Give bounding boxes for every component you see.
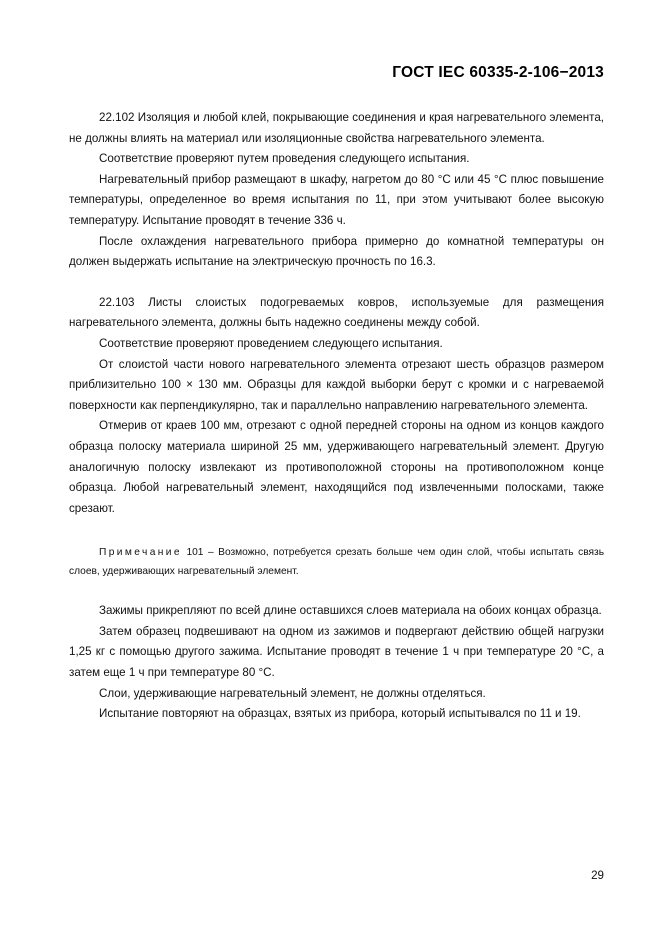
section-22-103 <box>69 293 604 520</box>
paragraph: 22.103 Листы слоистых подогреваемых ковров, используемые для размещения нагревательного элемента, должны быть надежно соединены между собой. <box>69 295 604 330</box>
paragraph: Слои, удерживающие нагревательный элемент, не должны отделяться. <box>99 686 486 700</box>
section-after-note <box>69 601 604 725</box>
note-label: Примечание <box>99 547 182 559</box>
paragraph: 22.102 Изоляция и любой клей, покрывающие соединения и края нагревательного элемента, не должны влиять на материал или изоляционные свойства нагревательного элемента. <box>69 111 604 145</box>
paragraph: Соответствие проверяют проведением следующего испытания. <box>99 336 443 350</box>
note-block <box>69 543 604 581</box>
paragraph: Нагревательный прибор размещают в шкафу, нагретом до 80 °С или 45 °С плюс повышение температуры, определенное во время испытания по 11, при этом учитывают более высокую температуру. Испытание проводят в течение 336 ч. <box>69 172 604 227</box>
paragraph: Испытание повторяют на образцах, взятых из прибора, который испытывался по 11 и 19. <box>99 707 581 721</box>
section-22-102 <box>69 108 604 273</box>
paragraph: От слоистой части нового нагревательного элемента отрезают шесть образцов размером приблизительно 100 × 130 мм. Образцы для каждой выборки берут с кромки и с нагреваемой поверхности как перпендикулярно, так и параллельно направлению нагревательного элемента. <box>69 357 604 412</box>
paragraph: Зажимы прикрепляют по всей длине оставшихся слоев материала на обоих концах образца. <box>99 604 602 618</box>
standard-header: ГОСТ IEC 60335-2-106−2013 <box>392 64 604 81</box>
paragraph: Соответствие проверяют путем проведения следующего испытания. <box>99 152 470 166</box>
page-number: 29 <box>591 869 604 882</box>
paragraph: Затем образец подвешивают на одном из зажимов и подвергают действию общей нагрузки 1,25 кг с помощью другого зажима. Испытание проводят в течение 1 ч при температуре 20 °С, а затем еще 1 ч при температуре 80 °С. <box>69 624 604 680</box>
note-paragraph <box>69 543 604 581</box>
section-spacer <box>69 273 604 293</box>
paragraph: Отмерив от краев 100 мм, отрезают с одной передней стороны на одном из концов каждого образца полоску материала шириной 25 мм, удерживающего нагревательный элемент. Другую аналогичную полоску извлекают из противоположной стороны на противоположном конце образца. Любой нагревательный элемент, находящийся под извлеченными полосками, также срезают. <box>69 419 604 515</box>
paragraph: После охлаждения нагревательного прибора примерно до комнатной температуры он должен выдержать испытание на электрическую прочность по 16.3. <box>69 234 604 269</box>
note-text: 101 – Возможно, потребуется срезать больше чем один слой, чтобы испытать связь слоев, удерживающих нагревательный элемент. <box>69 547 604 578</box>
document-body <box>69 108 604 725</box>
